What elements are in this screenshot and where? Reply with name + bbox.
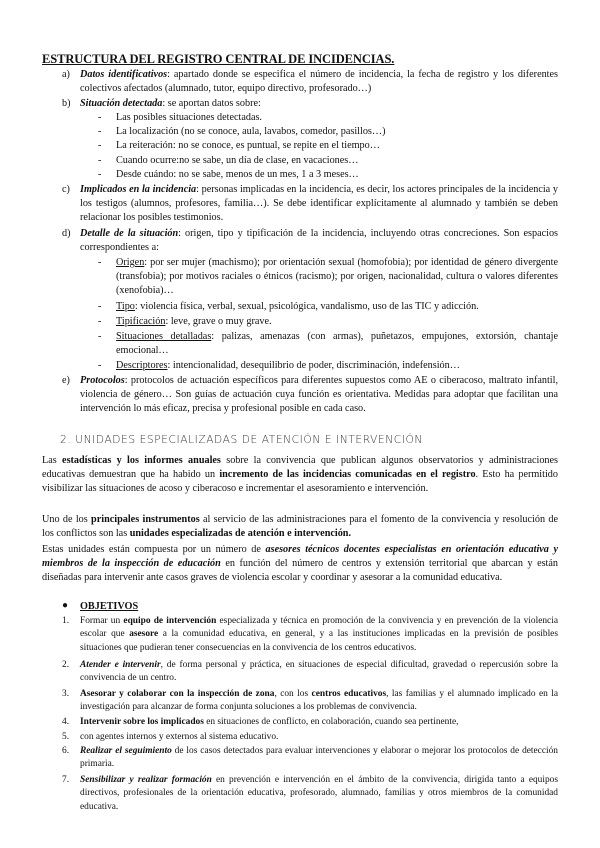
item-b-text: : se aportan datos sobre:: [162, 98, 261, 109]
item-d-bold: Detalle de la situación: [80, 228, 179, 239]
text: sobre la convivencia que publican algunos observatorios y administraciones educativas demuestran que ha habido un: [42, 455, 558, 481]
text: al servicio de las administraciones para el fomento de la convivencia y resolución de los conflictos son las: [42, 514, 558, 540]
bold-text: centros educativos: [311, 689, 387, 699]
dash: -: [98, 112, 102, 123]
bold-text: asesores técnicos docentes especialistas en orientación educativa y miembros de la inspección de educación: [42, 544, 559, 570]
bold-text: asesore: [129, 629, 159, 640]
d-list-text: : intencionalidad, desequilibrio de poder, discriminación, indefensión…: [167, 360, 460, 371]
item-a-bold: Datos identificativos: [80, 69, 168, 80]
objetivo-item: [80, 615, 558, 655]
dash: -: [98, 316, 102, 327]
objetivo-number: 7.: [62, 775, 70, 785]
item-d: [80, 227, 558, 255]
paragraph-2: [42, 513, 558, 541]
item-b-bold: Situación detectada: [80, 98, 163, 109]
item-c: [80, 183, 558, 226]
paragraph-1: [42, 454, 558, 497]
item-b-marker: b): [62, 98, 71, 109]
text: Estas unidades están compuesta por un número de: [42, 544, 266, 555]
text: Formar un: [80, 616, 124, 626]
item-e-text: : protocolos de actuación específicos para diferentes supuestos como AE o ciberacoso, maltrato infantil, violencia de género… Son guías de actuación cuya función es orientativa. Medidas para adoptar que facilitan una intervención lo más eficaz, precisa y profesional posible en cada caso.: [80, 375, 558, 415]
d-list-text: : palizas, amenazas (con armas), puñetazos, empujones, extorsión, chantaje emocional…: [116, 331, 559, 357]
dash: -: [98, 301, 102, 312]
text: Uno de los: [42, 514, 92, 525]
bold-text: Asesorar y colaborar con la inspección de zona: [80, 689, 275, 699]
objetivo-number: 3.: [62, 689, 70, 699]
objetivo-item: [80, 774, 558, 814]
bold-text: Atender e intervenir: [80, 660, 161, 670]
b-list-item: Desde cuándo: no se sabe, menos de un mes, 1 a 3 meses…: [116, 169, 359, 180]
item-c-marker: c): [62, 184, 70, 195]
paragraph-3: [42, 543, 558, 586]
dash: -: [98, 331, 102, 342]
b-list-item: La reiteración: no se conoce, es puntual, se repite en el tiempo…: [116, 140, 380, 151]
dash: -: [98, 360, 102, 371]
objetivo-number: 5.: [62, 732, 70, 742]
text: en prevención e intervención en el ámbito de la convivencia, dirigida tanto a equipos directivos, profesionales de la orientación educativa, profesorado, alumnado, familias y otros miembros de la comunidad educativa.: [80, 775, 558, 812]
text: con agentes internos y externos al sistema educativo.: [80, 732, 279, 742]
d-list-text: : violencia física, verbal, sexual, psicológica, vandalismo, uso de las TIC y adicción.: [134, 301, 479, 312]
bullet-icon: ●: [62, 600, 69, 611]
item-d-marker: d): [62, 228, 71, 239]
item-b: [80, 97, 558, 111]
d-list-label: Descriptores: [116, 360, 168, 371]
dash: -: [98, 155, 102, 166]
d-list-label: Origen: [116, 257, 145, 268]
d-list-label: Tipo: [116, 301, 135, 312]
item-d-text: : origen, tipo y tipificación de la incidencia, incluyendo otras concreciones. Son espacios correspondientes a:: [80, 228, 558, 254]
objetivo-item: [80, 731, 558, 744]
d-list-item: [116, 359, 558, 373]
dash: -: [98, 169, 102, 180]
objetivo-number: 4.: [62, 717, 70, 727]
page-title: ESTRUCTURA DEL REGISTRO CENTRAL DE INCIDENCIAS.: [42, 52, 395, 66]
text: especializada y técnica en promoción de la convivencia y en prevención de la violencia escolar que: [80, 616, 558, 640]
text: a la comunidad educativa, en general, y a las instituciones implicadas en la previsión de posibles situaciones que pudieran tener consecuencias en la convivencia de los centros educativos.: [80, 629, 558, 653]
objetivo-item: [80, 659, 558, 686]
bold-text: unidades especializadas de atención e intervención.: [129, 528, 352, 540]
text: de los casos detectados para evaluar intervenciones y elaborar o mejorar los protocolos de detección primaria.: [80, 746, 558, 770]
dash: -: [98, 140, 102, 151]
objetivo-item: [80, 716, 558, 729]
objetivo-number: 6.: [62, 746, 70, 756]
d-list-text: : leve, grave o muy grave.: [165, 316, 272, 327]
b-list-item: Cuando ocurre:no se sabe, un día de clase, en vacaciones…: [116, 155, 359, 166]
d-list-text: : por ser mujer (machismo); por orientación sexual (homofobia); por identidad de género divergente (transfobia); por motivos raciales o étnicos (racismo); por origen, nacionalidad, cultura o valores diferentes (xenofobia)…: [116, 257, 558, 297]
text: , de forma personal y práctica, en situaciones de especial dificultad, gravedad o repercusión sobre la convivencia de un centro.: [80, 660, 558, 684]
text: . Esto ha permitido visibilizar las situaciones de acoso y ciberacoso e incrementar el asesoramiento e intervención.: [42, 469, 558, 495]
bold-text: estadísticas y los informes anuales: [62, 455, 221, 466]
item-e-marker: e): [62, 375, 70, 386]
b-list-item: Las posibles situaciones detectadas.: [116, 112, 262, 123]
bold-text: Intervenir sobre los implicados: [80, 717, 204, 727]
item-c-text: : personas implicadas en la incidencia, es decir, los actores principales de la incidencia y los testigos (alumnos, profesores, familia…). Se debe identificar explícitamente al alumnado y también se deben relacionar los posibles testimonios.: [80, 184, 558, 224]
dash: -: [98, 126, 102, 137]
objetivo-item: [80, 745, 558, 772]
d-list-item: [116, 330, 558, 358]
text: en función del número de centros y extensión territorial que abarcan y están diseñadas para intervenir ante casos graves de violencia escolar y coordinar y asesorar a la comunidad educativa.: [42, 558, 558, 584]
item-a-text: : apartado donde se especifica el número de incidencia, la fecha de registro y los diferentes colectivos afectados (alumnado, tutor, equipo directivo, profesorado…): [80, 69, 558, 95]
text: en situaciones de conflicto, en colaboración, cuando sea pertinente,: [203, 717, 459, 727]
objetivo-number: 1.: [62, 616, 70, 626]
item-a: [80, 68, 558, 96]
section-2-heading: 2. UNIDADES ESPECIALIZADAS DE ATENCIÓN E INTERVENCIÓN: [60, 434, 423, 446]
objetivos-title: OBJETIVOS: [80, 601, 139, 612]
item-a-marker: a): [62, 69, 70, 80]
bold-text: principales instrumentos: [91, 514, 200, 525]
d-list-label: Tipificación: [116, 316, 166, 327]
bold-text: Sensibilizar y realizar formación: [80, 775, 212, 785]
bold-text: equipo de intervención: [123, 616, 217, 626]
objetivo-item: [80, 688, 558, 715]
objetivo-number: 2.: [62, 660, 70, 670]
d-list-item: [116, 315, 558, 329]
text: , las familias y el alumnado implicado en la investigación para alcanzar de forma conjunta soluciones a los problemas de convivencia.: [80, 689, 558, 713]
b-list-item: La localización (no se conoce, aula, lavabos, comedor, pasillos…): [116, 126, 386, 137]
bold-text: Realizar el seguimiento: [80, 746, 172, 756]
item-c-bold: Implicados en la incidencia: [80, 184, 197, 195]
d-list-item: [116, 256, 558, 299]
item-e-bold: Protocolos: [80, 375, 125, 386]
d-list-item: [116, 300, 558, 314]
text: Las: [42, 455, 63, 466]
dash: -: [98, 257, 102, 268]
bold-text: incremento de las incidencias comunicadas en el registro: [219, 469, 476, 481]
text: , con los: [274, 689, 312, 699]
d-list-label: Situaciones detalladas: [116, 331, 212, 342]
item-e: [80, 374, 558, 417]
